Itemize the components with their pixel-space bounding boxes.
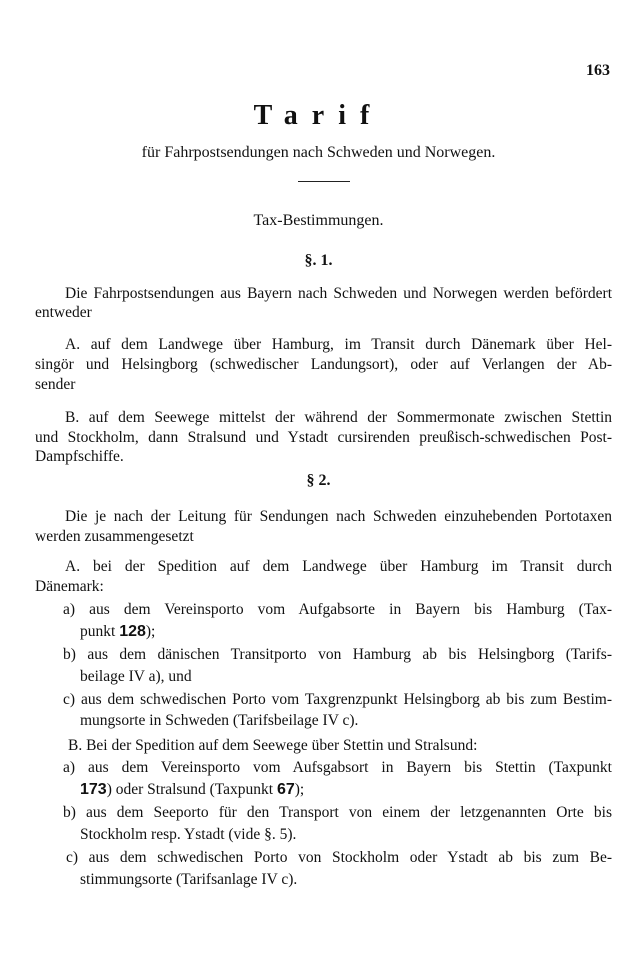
document-title: Tarif xyxy=(253,100,384,131)
tax-point-number: 173 xyxy=(80,781,107,798)
text-line: Die Fahrpostsendungen aus Bayern nach Schweden und Norwegen werden befördert xyxy=(65,285,612,302)
section-heading: Tax-Bestimmungen. xyxy=(253,212,384,229)
tax-point-number: 128 xyxy=(119,623,146,640)
text-line: mungsorte in Schweden (Tarifsbeilage IV c). xyxy=(80,712,359,729)
text-line: und Stockholm, dann Stralsund und Ystadt cursirenden preußisch-schwedischen Post- xyxy=(35,429,612,446)
text: ); xyxy=(145,623,156,640)
text: ); xyxy=(294,781,305,798)
text-line: werden zusammengesetzt xyxy=(35,528,194,545)
text-line: stimmungsorte (Tarifsanlage IV c). xyxy=(80,871,298,888)
text-line xyxy=(80,622,155,642)
text-line: c) aus dem schwedischen Porto vom Taxgrenzpunkt Helsingborg ab bis zum Bestim- xyxy=(63,691,612,708)
text-line: Stockholm resp. Ystadt (vide §. 5). xyxy=(80,826,297,843)
text-line: Die je nach der Leitung für Sendungen nach Schweden einzuhebenden Portotaxen xyxy=(65,508,612,525)
text-line: A. bei der Spedition auf dem Landwege über Hamburg im Transit durch xyxy=(65,558,612,575)
text-line: b) aus dem dänischen Transitporto von Hamburg ab bis Helsingborg (Tarifs- xyxy=(63,646,612,663)
text-line: sender xyxy=(35,376,76,393)
section-1-label: §. 1. xyxy=(304,252,333,269)
divider xyxy=(298,181,350,182)
section-2-label: § 2. xyxy=(306,472,331,489)
text-line: Dampfschiffe. xyxy=(35,448,124,465)
text: ) oder Stralsund (Taxpunkt xyxy=(106,781,277,798)
text-line: B. auf dem Seewege mittelst der während der Sommermonate zwischen Stettin xyxy=(65,409,612,426)
text-line: c) aus dem schwedischen Porto von Stockholm oder Ystadt ab bis zum Be- xyxy=(66,849,612,866)
text-line: A. auf dem Landwege über Hamburg, im Transit durch Dänemark über Hel- xyxy=(65,336,612,353)
tax-point-number: 67 xyxy=(276,781,295,798)
page-number: 163 xyxy=(586,62,610,79)
document-subtitle: für Fahrpostsendungen nach Schweden und Norwegen. xyxy=(141,144,496,161)
text: punkt xyxy=(80,623,120,640)
text-line: b) aus dem Seeporto für den Transport von einem der letzgenannten Orte bis xyxy=(63,804,612,821)
text-line: B. Bei der Spedition auf dem Seewege über Stettin und Stralsund: xyxy=(68,737,478,754)
text-line: a) aus dem Vereinsporto vom Aufgabsorte in Bayern bis Hamburg (Tax- xyxy=(63,601,612,618)
text-line: singör und Helsingborg (schwedischer Landungsort), oder auf Verlangen der Ab- xyxy=(35,356,612,373)
text-line xyxy=(80,780,304,800)
text-line: a) aus dem Vereinsporto vom Aufsgabsort in Bayern bis Stettin (Taxpunkt xyxy=(63,759,612,776)
text-line: entweder xyxy=(35,304,92,321)
text-line: Dänemark: xyxy=(35,578,104,595)
text-line: beilage IV a), und xyxy=(80,668,192,685)
